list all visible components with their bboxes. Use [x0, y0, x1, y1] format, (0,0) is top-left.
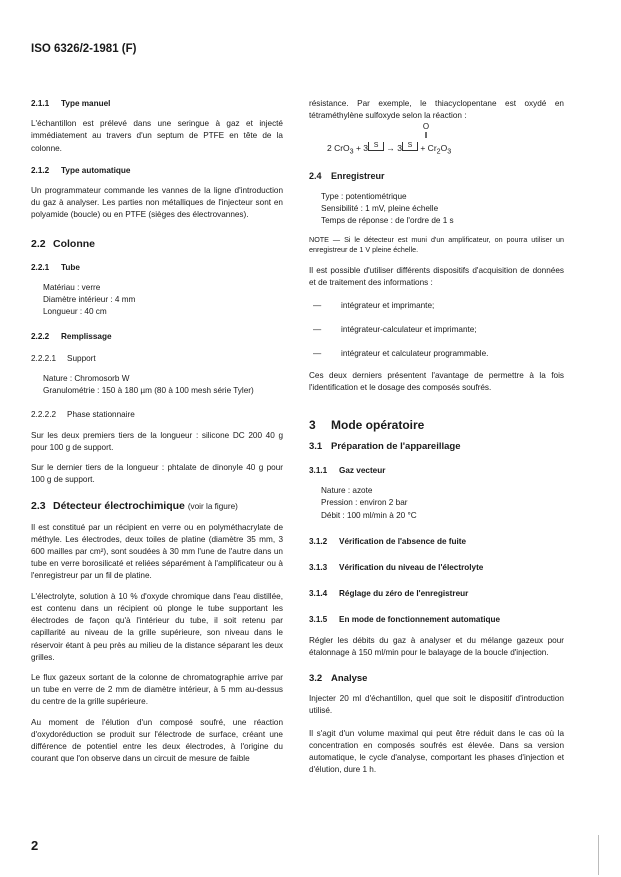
section-2-4-p1: Il est possible d'utiliser différents dispositifs d'acquisition de données et de traitement des informations : [309, 266, 564, 288]
section-3-1-4-heading: 3.1.4 Réglage du zéro de l'enregistreur [309, 589, 469, 599]
section-3-1-3-heading: 3.1.3 Vérification du niveau de l'électrolyte [309, 563, 484, 573]
section-2-3-p1: Il est constitué par un récipient en verre ou en polyméthacrylate de méthyle. Les électrodes, deux toiles de platine (diamètre 35 mm, 3 600 mailles par cm²), sont soudées à 30 mm l'une de l'autre dans un tube en verre borosilicaté et reliées séparément à l'amplificateur ou à l'enregistreur par un fil de platine. [31, 522, 283, 581]
section-2-2-2-2-p2: Sur le dernier tiers de la longueur : phtalate de dinonyle 40 g pour 100 g de support. [31, 463, 283, 485]
section-2-2-2-2-heading: 2.2.2.2 Phase stationnaire [31, 410, 135, 420]
section-2-2-2-2-p1: Sur les deux premiers tiers de la longueur : silicone DC 200 40 g pour 100 g de support. [31, 430, 283, 452]
section-3-2-heading: 3.2 Analyse [309, 673, 368, 685]
section-2-3-p2: L'électrolyte, solution à 10 % d'oxyde chromique dans l'eau distillée, est contenu dans un récipient où plonge le tube supportant les électrodes de façon qu'à l'intérieur du tube, il soit retenu par capillarité au niveau de la grille supérieure, son niveau dans le réservoir étant à peu près au milieu de la distance séparant les deux grilles. [31, 591, 283, 662]
left-column [31, 98, 283, 765]
sulfoxide-oxygen: O ‖ [422, 122, 430, 141]
thiacyclopentane-ring-icon: S [368, 142, 384, 151]
section-2-4-p2: Ces deux derniers présentent l'avantage de permettre à la fois l'identification et le dosage des composés soufrés. [309, 371, 564, 393]
section-3-1-1-heading: 3.1.1 Gaz vecteur [309, 466, 386, 476]
chemical-reaction [327, 122, 564, 162]
section-2-3-p3: Le flux gazeux sortant de la colonne de chromatographie arrive par un tube en verre de 2 mm de diamètre intérieur, à 5 mm au-dessus du centre de la grille supérieure. [31, 672, 283, 707]
list-item: — intégrateur-calculateur et imprimante; [313, 324, 477, 334]
section-2-1-1-text: L'échantillon est prélevé dans une seringue à gaz et injecté immédiatement au travers d'un septum de PTFE en tête de la colonne. [31, 119, 283, 153]
page-header: ISO 6326/2-1981 (F) [31, 43, 137, 55]
section-2-3-p4: Au moment de l'élution d'un composé soufré, une réaction d'oxydoréduction se produit sur l'électrode de surface, créant une différence de potentiel entre les deux électrodes, à l'origine du courant que l'on observe dans un circuit de mesure de faible [31, 717, 283, 764]
continued-text: résistance. Par exemple, le thiacyclopentane est oxydé en tétraméthylène sulfoxyde selon la réaction : [309, 99, 564, 121]
page-number: 2 [31, 838, 39, 853]
section-3-1-2-heading: 3.1.2 Vérification de l'absence de fuite [309, 536, 467, 546]
section-2-2-2-heading: 2.2.2 Remplissage [31, 331, 112, 341]
section-2-2-2-1-heading: 2.2.2.1 Support [31, 353, 96, 363]
section-2-4-heading: 2.4 Enregistreur [309, 171, 385, 182]
section-3-2-p1: Injecter 20 ml d'échantillon, quel que soit le dispositif d'introduction utilisé. [309, 694, 564, 716]
section-3-1-heading: 3.1 Préparation de l'appareillage [309, 440, 461, 452]
recorder-specs: Type : potentiométrique Sensibilité : 1 mV, pleine échelle Temps de réponse : de l'ordre de 1 s [321, 191, 454, 226]
section-2-1-1-heading: 2.1.1 Type manuel [31, 99, 111, 108]
note-amplifier: NOTE — Si le détecteur est muni d'un amplificateur, on pourra utiliser un enregistreur de 1 V pleine échelle. [309, 235, 564, 255]
section-2-3-heading: 2.3 Détecteur électrochimique (voir la figure) [31, 500, 238, 513]
carrier-gas-specs: Nature : azote Pression : environ 2 bar Débit : 100 ml/min à 20 °C [321, 486, 417, 520]
section-2-2-1-heading: 2.2.1 Tube [31, 262, 80, 272]
reaction-equation: 2 CrO$_3$ + 3 S → 3 $S + Cr_2O_3$ [327, 142, 452, 157]
section-2-2-heading: 2.2 Colonne [31, 237, 95, 250]
section-3-2-p2: Il s'agit d'un volume maximal qui peut être réduit dans le cas où la concentration en composés soufrés est élevée. Dans sa version automatique, le cycle d'analyse, comportant les phases d'injection et d'élution, dure 1 h. [309, 728, 564, 775]
support-specs: Nature : Chromosorb W Granulométrie : 150 à 180 µm (80 à 100 mesh série Tyler) [43, 374, 254, 396]
list-item: — intégrateur et imprimante; [313, 300, 435, 310]
section-3-heading: 3 Mode opératoire [309, 417, 425, 432]
sulfoxide-ring-icon: S [402, 142, 418, 151]
section-2-1-2-text: Un programmateur commande les vannes de la ligne d'introduction du gaz à analyser. Les parties non métalliques de l'injecteur sont en polyamide (boucle) ou en PTFE (sièges des électrovannes). [31, 186, 283, 220]
list-item: — intégrateur et calculateur programmable. [313, 349, 489, 359]
section-3-1-5-heading: 3.1.5 En mode de fonctionnement automatique [309, 615, 501, 625]
right-column [309, 98, 564, 777]
tube-specs: Matériau : verre Diamètre intérieur : 4 mm Longueur : 40 cm [43, 283, 136, 317]
section-3-1-5-text: Régler les débits du gaz à analyser et du mélange gazeux pour étalonnage à 150 ml/min pour le balayage de la boucle d'injection. [309, 635, 564, 657]
section-2-1-2-heading: 2.1.2 Type automatique [31, 165, 131, 175]
edge-mark [598, 835, 599, 875]
